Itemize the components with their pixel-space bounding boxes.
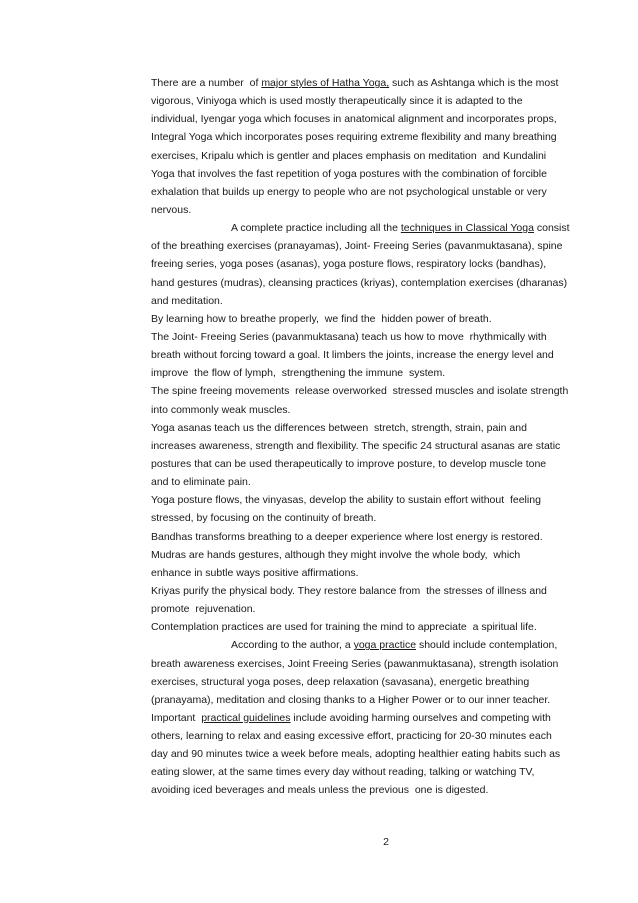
text-line — [151, 219, 617, 237]
text-segment: exercises, structural yoga poses, deep relaxation (savasana), energetic breathing — [151, 675, 530, 688]
text-line — [151, 455, 617, 473]
text-segment: and meditation. — [151, 294, 223, 307]
text-segment: promote rejuvenation. — [151, 603, 256, 616]
paragraph — [151, 382, 617, 418]
text-line — [151, 564, 617, 582]
text-line — [151, 92, 617, 110]
text-segment: The spine freeing movements release overworked stressed muscles and isolate strength — [151, 385, 569, 398]
text-line — [151, 509, 617, 527]
text-segment: breath awareness exercises, Joint Freeing Series (pawanmuktasana), strength isolation — [151, 657, 559, 670]
text-line — [151, 110, 617, 128]
text-line — [151, 600, 617, 618]
body-text — [151, 74, 617, 800]
text-line — [151, 401, 617, 419]
paragraph — [151, 419, 617, 492]
text-segment: stressed, by focusing on the continuity of breath. — [151, 512, 377, 525]
paragraph — [151, 636, 617, 709]
text-segment: improve the flow of lymph, strengthening the immune system. — [151, 367, 446, 380]
text-segment: day and 90 minutes twice a week before meals, adopting healthier eating habits such as — [151, 748, 561, 761]
text-segment: There are a number of — [151, 77, 262, 89]
text-segment: hand gestures (mudras), cleansing practices (kriyas), contemplation exercises (dharanas) — [151, 276, 568, 289]
text-segment: Bandhas transforms breathing to a deeper experience where lost energy is restored. — [151, 530, 543, 543]
text-line — [151, 636, 617, 654]
text-segment: eating slower, at the same times every day without reading, talking or watching TV, — [151, 766, 535, 779]
text-line — [151, 528, 617, 546]
underlined-phrase: techniques in Classical Yoga — [400, 222, 534, 235]
text-line — [151, 727, 617, 745]
text-segment: consist — [533, 222, 570, 235]
text-segment: The Joint- Freeing Series (pavanmuktasana) teach us how to move rhythmically with — [151, 330, 547, 343]
text-segment: nervous. — [151, 203, 192, 216]
text-segment: vigorous, Viniyoga which is used mostly therapeutically since it is adapted to the — [151, 95, 523, 108]
text-line — [151, 763, 617, 781]
text-segment: (pranayama), meditation and closing thanks to a Higher Power or to our inner teacher. — [151, 693, 551, 706]
text-segment: of the breathing exercises (pranayamas), Joint- Freeing Series (pavanmuktasana), spine — [151, 240, 563, 253]
paragraph — [151, 328, 617, 382]
paragraph — [151, 310, 617, 328]
text-segment: exercises, Kripalu which is gentler and places emphasis on meditation and Kundalini — [151, 149, 547, 162]
text-segment: such as Ashtanga which is the most — [389, 77, 559, 89]
text-line — [151, 255, 617, 273]
text-line — [151, 691, 617, 709]
text-line — [151, 292, 617, 310]
text-line — [151, 655, 617, 673]
text-line — [151, 745, 617, 763]
text-segment: individual, Iyengar yoga which focuses in anatomical alignment and incorporates props, — [151, 113, 557, 126]
paragraph — [151, 219, 617, 310]
text-segment: exhalation that builds up energy to people who are not psychological unstable or very — [151, 185, 547, 198]
text-segment: A complete practice including all the — [231, 222, 401, 235]
text-segment: By learning how to breathe properly, we find the hidden power of breath. — [151, 312, 492, 325]
underlined-phrase: yoga practice — [353, 639, 417, 652]
text-segment: Contemplation practices are used for training the mind to appreciate a spiritual life. — [151, 621, 537, 634]
text-line — [151, 310, 617, 328]
text-segment: enhance in subtle ways positive affirmations. — [151, 566, 359, 579]
text-line — [151, 546, 617, 564]
text-line — [151, 346, 617, 364]
text-segment: should include contemplation, — [416, 639, 558, 652]
text-line — [151, 237, 617, 255]
text-line — [151, 437, 617, 455]
text-segment: Kriyas purify the physical body. They restore balance from the stresses of illness and — [151, 584, 547, 597]
text-segment: According to the author, a — [231, 639, 354, 652]
paragraph — [151, 546, 617, 582]
text-segment: Yoga that involves the fast repetition of yoga postures with the combination of forcible — [151, 167, 547, 180]
text-segment: Mudras are hands gestures, although they might involve the whole body, which — [151, 548, 521, 561]
text-segment: and to eliminate pain. — [151, 476, 251, 489]
text-segment: Important — [151, 711, 202, 724]
text-line — [151, 382, 617, 400]
text-segment: include avoiding harming ourselves and competing with — [290, 711, 551, 724]
text-line — [151, 491, 617, 509]
paragraph — [151, 74, 617, 219]
paragraph — [151, 709, 617, 800]
text-line — [151, 165, 617, 183]
text-line — [151, 147, 617, 165]
text-line — [151, 201, 617, 219]
text-line — [151, 274, 617, 292]
paragraph — [151, 491, 617, 527]
text-line — [151, 128, 617, 146]
text-line — [151, 709, 617, 727]
text-segment: avoiding iced beverages and meals unless the previous one is digested. — [151, 784, 489, 797]
text-line — [151, 473, 617, 491]
paragraph — [151, 582, 617, 618]
underlined-phrase: major styles of Hatha Yoga, — [261, 77, 390, 89]
text-segment: freeing series, yoga poses (asanas), yoga posture flows, respiratory locks (bandhas), — [151, 258, 547, 271]
paragraph — [151, 618, 617, 636]
text-line — [151, 781, 617, 799]
text-segment: postures that can be used therapeutically to improve posture, to develop muscle tone — [151, 457, 547, 470]
text-segment: increases awareness, strength and flexibility. The specific 24 structural asanas are static — [151, 439, 561, 452]
text-line — [151, 673, 617, 691]
underlined-phrase: practical guidelines — [201, 711, 291, 724]
text-line — [151, 419, 617, 437]
text-line — [151, 582, 617, 600]
text-segment: into commonly weak muscles. — [151, 403, 291, 416]
page-number: 2 — [383, 836, 389, 848]
text-segment: Yoga asanas teach us the differences between stretch, strength, strain, pain and — [151, 421, 527, 434]
text-segment: breath without forcing toward a goal. It limbers the joints, increase the energy level and — [151, 349, 554, 362]
text-segment: others, learning to relax and easing excessive effort, practicing for 20-30 minutes each — [151, 730, 552, 743]
text-line — [151, 74, 617, 92]
paragraph — [151, 528, 617, 546]
text-line — [151, 618, 617, 636]
text-line — [151, 364, 617, 382]
text-line — [151, 183, 617, 201]
text-segment: Integral Yoga which incorporates poses requiring extreme flexibility and many breathing — [151, 131, 557, 144]
text-line — [151, 328, 617, 346]
text-segment: Yoga posture flows, the vinyasas, develop the ability to sustain effort without feeling — [151, 494, 541, 507]
